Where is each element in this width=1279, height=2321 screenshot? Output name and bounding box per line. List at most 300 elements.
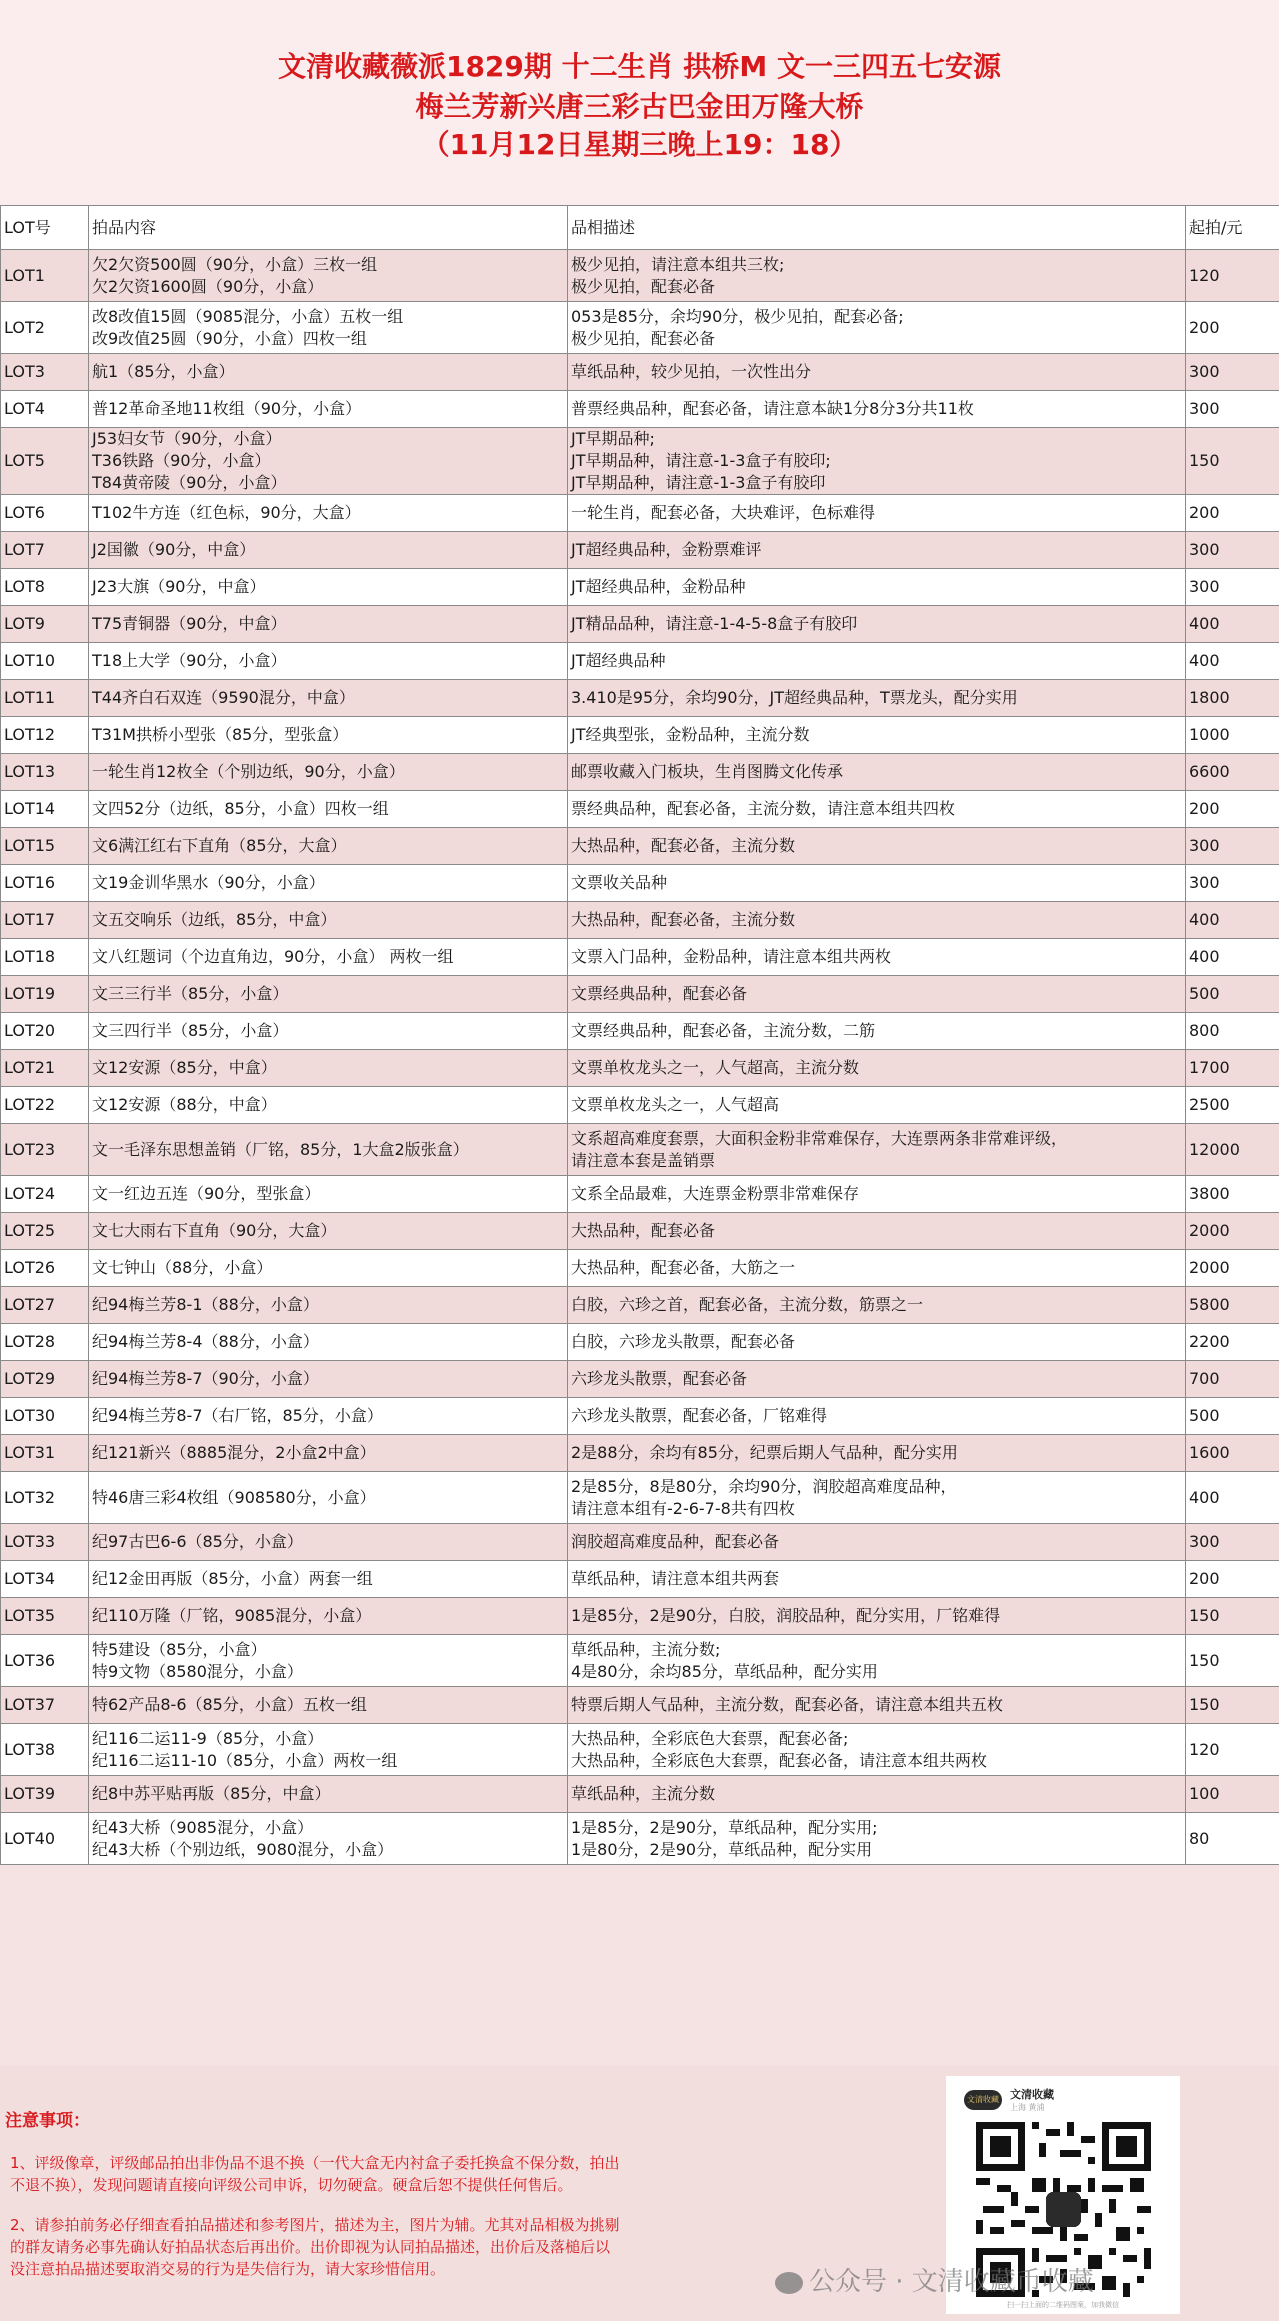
lot-content-line: 文12安源（85分，中盒）	[92, 1058, 277, 1077]
lot-description-line: JT超经典品种，金粉品种	[571, 577, 746, 596]
lot-description-line: 大热品种，配套必备	[571, 1221, 716, 1240]
lot-content-line: T18上大学（90分，小盒）	[92, 651, 287, 670]
lot-content-cell	[89, 606, 568, 643]
table-row	[1, 354, 1279, 391]
lot-description-line: 极少见拍，请注意本组共三枚;	[571, 254, 785, 274]
lot-description-cell	[568, 1435, 1186, 1472]
lot-content-line: J53妇女节（90分，小盒）	[92, 429, 282, 448]
lot-description-line: 大热品种，配套必备，主流分数	[571, 836, 796, 855]
lot-content-line: 特62产品8-6（85分，小盒）五枚一组	[92, 1695, 367, 1714]
lot-content-line: 纪116二运11-9（85分，小盒）	[92, 1728, 324, 1748]
note-item-1-line-1: 1、评级像章，评级邮品拍出非伪品不退不换（一代大盒无内衬盒子委托换盒不保分数，拍出	[10, 2154, 620, 2172]
table-row	[1, 1087, 1279, 1124]
lot-content-line: 纪110万隆（厂铭，9085混分，小盒）	[92, 1606, 372, 1625]
note-item-1-line-2: 不退不换），发现问题请直接向评级公司申诉，切勿硬盒。硬盒后恕不提供任何售后。	[10, 2176, 573, 2194]
lot-description-cell	[568, 791, 1186, 828]
lot-number-cell: LOT30	[1, 1398, 89, 1435]
table-row	[1, 754, 1279, 791]
table-row	[1, 391, 1279, 428]
lot-content-line: 纪94梅兰芳8-7（右厂铭，85分，小盒）	[92, 1406, 383, 1425]
lot-description-cell	[568, 1176, 1186, 1213]
lot-content-cell	[89, 1213, 568, 1250]
lot-description-line: 4是80分，余均85分，草纸品种，配分实用	[571, 1661, 878, 1681]
lot-description-cell	[568, 569, 1186, 606]
lot-number-cell: LOT12	[1, 717, 89, 754]
lot-description-line: 极少见拍，配套必备	[571, 276, 716, 296]
lot-content-cell	[89, 1287, 568, 1324]
lot-description-cell	[568, 1050, 1186, 1087]
lot-content-cell	[89, 828, 568, 865]
lot-number-cell: LOT4	[1, 391, 89, 428]
lot-number-cell: LOT34	[1, 1561, 89, 1598]
lot-content-cell	[89, 1598, 568, 1635]
lot-description-cell	[568, 1561, 1186, 1598]
lot-content-cell	[89, 1050, 568, 1087]
lot-description-cell	[568, 1013, 1186, 1050]
lot-description-line: 草纸品种，主流分数;	[571, 1639, 721, 1659]
lot-description-cell	[568, 717, 1186, 754]
wechat-icon	[775, 2272, 803, 2294]
column-header: 品相描述	[568, 206, 1186, 250]
table-row	[1, 1124, 1279, 1176]
lot-content-line: 文一红边五连（90分，型张盒）	[92, 1184, 321, 1203]
starting-price-cell: 200	[1186, 302, 1279, 354]
lot-number-cell: LOT9	[1, 606, 89, 643]
lot-content-cell	[89, 569, 568, 606]
lot-number-cell: LOT2	[1, 302, 89, 354]
lot-description-line: 文票单枚龙头之一，人气超高，主流分数	[571, 1058, 860, 1077]
lot-description-line: 普票经典品种，配套必备，请注意本缺1分8分3分共11枚	[571, 399, 974, 418]
starting-price-cell: 400	[1186, 1472, 1279, 1524]
lot-description-cell	[568, 939, 1186, 976]
starting-price-cell: 2200	[1186, 1324, 1279, 1361]
table-row	[1, 1013, 1279, 1050]
lot-number-cell: LOT35	[1, 1598, 89, 1635]
lot-description-line: 草纸品种，主流分数	[571, 1784, 716, 1803]
lot-description-line: 文票单枚龙头之一，人气超高	[571, 1095, 780, 1114]
table-row	[1, 1324, 1279, 1361]
note-item-2-line-1: 2、请参拍前务必仔细查看拍品描述和参考图片，描述为主，图片为辅。尤其对品相极为挑剔	[10, 2216, 620, 2234]
lot-description-cell	[568, 1687, 1186, 1724]
lot-table-body	[1, 206, 1279, 1865]
table-row	[1, 1776, 1279, 1813]
lot-content-cell	[89, 1398, 568, 1435]
lot-description-cell	[568, 1776, 1186, 1813]
lot-content-cell	[89, 865, 568, 902]
lot-description-line: 053是85分，余均90分，极少见拍，配套必备;	[571, 306, 904, 326]
lot-content-line: 纪116二运11-10（85分，小盒）两枚一组	[92, 1750, 398, 1770]
lot-content-line: 文五交响乐（边纸，85分，中盒）	[92, 910, 337, 929]
lot-number-cell: LOT28	[1, 1324, 89, 1361]
lot-description-cell	[568, 495, 1186, 532]
lot-number-cell: LOT23	[1, 1124, 89, 1176]
lot-content-cell	[89, 1813, 568, 1865]
lot-content-cell	[89, 250, 568, 302]
starting-price-cell: 80	[1186, 1813, 1279, 1865]
starting-price-cell: 300	[1186, 828, 1279, 865]
lot-content-cell	[89, 354, 568, 391]
table-row	[1, 1472, 1279, 1524]
title-line-1: 文清收藏薇派1829期 十二生肖 拱桥M 文一三四五七安源	[277, 50, 1002, 83]
lot-description-cell	[568, 302, 1186, 354]
lot-content-line: 纪12金田再版（85分，小盒）两套一组	[92, 1569, 373, 1588]
qr-logo: 文清收藏	[964, 2090, 1002, 2110]
lot-number-cell: LOT5	[1, 428, 89, 495]
lot-content-cell	[89, 791, 568, 828]
lot-content-line: 文三四行半（85分，小盒）	[92, 1021, 289, 1040]
lot-content-line: 纪43大桥（个别边纸，9080混分，小盒）	[92, 1839, 394, 1859]
lot-description-cell	[568, 1087, 1186, 1124]
lot-content-line: 纪94梅兰芳8-4（88分，小盒）	[92, 1332, 319, 1351]
table-row	[1, 1561, 1279, 1598]
lot-content-cell	[89, 1250, 568, 1287]
lot-description-cell	[568, 1398, 1186, 1435]
title-line-3: （11月12日星期三晚上19：18）	[421, 128, 858, 161]
starting-price-cell: 100	[1186, 1776, 1279, 1813]
lot-description-line: 六珍龙头散票，配套必备	[571, 1369, 748, 1388]
lot-content-line: 纪97古巴6-6（85分，小盒）	[92, 1532, 303, 1551]
lot-content-line: 普12革命圣地11枚组（90分，小盒）	[92, 399, 362, 418]
lot-content-line: 文6满江红右下直角（85分，大盒）	[92, 836, 347, 855]
starting-price-cell: 150	[1186, 1635, 1279, 1687]
lot-number-cell: LOT29	[1, 1361, 89, 1398]
lot-description-line: 大热品种，全彩底色大套票，配套必备，请注意本组共两枚	[571, 1750, 988, 1770]
lot-description-line: JT精品品种，请注意-1-4-5-8盒子有胶印	[571, 614, 858, 633]
lot-description-cell	[568, 1813, 1186, 1865]
lot-content-cell	[89, 754, 568, 791]
starting-price-cell: 400	[1186, 643, 1279, 680]
lot-content-cell	[89, 643, 568, 680]
starting-price-cell: 3800	[1186, 1176, 1279, 1213]
lot-content-line: 改9改值25圆（90分，小盒）四枚一组	[92, 328, 367, 348]
lot-content-line: J23大旗（90分，中盒）	[92, 577, 266, 596]
lot-content-cell	[89, 1124, 568, 1176]
starting-price-cell: 150	[1186, 428, 1279, 495]
note-item-2-line-3: 没注意拍品描述要取消交易的行为是失信行为，请大家珍惜信用。	[10, 2260, 446, 2278]
lot-content-line: 文三三行半（85分，小盒）	[92, 984, 289, 1003]
lot-description-cell	[568, 754, 1186, 791]
lot-description-line: JT早期品种，请注意-1-3盒子有胶印;	[571, 451, 831, 470]
table-row	[1, 1635, 1279, 1687]
lot-description-cell	[568, 1472, 1186, 1524]
column-header: LOT号	[1, 206, 89, 250]
lot-number-cell: LOT36	[1, 1635, 89, 1687]
lot-description-line: JT超经典品种，金粉票难评	[571, 540, 762, 559]
lot-content-cell	[89, 939, 568, 976]
lot-number-cell: LOT20	[1, 1013, 89, 1050]
starting-price-cell: 300	[1186, 569, 1279, 606]
lot-content-line: 文七大雨右下直角（90分，大盒）	[92, 1221, 337, 1240]
lot-description-line: 请注意本套是盖销票	[571, 1150, 716, 1170]
lot-number-cell: LOT37	[1, 1687, 89, 1724]
lot-description-line: 极少见拍，配套必备	[571, 328, 716, 348]
table-row	[1, 1435, 1279, 1472]
lot-number-cell: LOT18	[1, 939, 89, 976]
starting-price-cell: 1700	[1186, 1050, 1279, 1087]
table-row	[1, 680, 1279, 717]
lot-number-cell: LOT33	[1, 1524, 89, 1561]
table-row	[1, 865, 1279, 902]
lot-number-cell: LOT31	[1, 1435, 89, 1472]
starting-price-cell: 300	[1186, 391, 1279, 428]
starting-price-cell: 1600	[1186, 1435, 1279, 1472]
starting-price-cell: 200	[1186, 1561, 1279, 1598]
table-row	[1, 302, 1279, 354]
lot-description-line: 草纸品种，请注意本组共两套	[571, 1569, 780, 1588]
table-row	[1, 428, 1279, 495]
lot-number-cell: LOT6	[1, 495, 89, 532]
lot-description-line: 大热品种，配套必备，主流分数	[571, 910, 796, 929]
starting-price-cell: 500	[1186, 1398, 1279, 1435]
table-row	[1, 939, 1279, 976]
table-row	[1, 495, 1279, 532]
starting-price-cell: 200	[1186, 495, 1279, 532]
lot-description-line: JT经典型张，金粉品种，主流分数	[571, 725, 810, 744]
lot-content-line: 文12安源（88分，中盒）	[92, 1095, 277, 1114]
lot-description-line: JT早期品种，请注意-1-3盒子有胶印	[571, 473, 826, 492]
lot-number-cell: LOT40	[1, 1813, 89, 1865]
watermark-text: 公众号 · 文清收藏币收藏	[809, 2267, 1094, 2297]
lot-description-line: 特票后期人气品种，主流分数，配套必备，请注意本组共五枚	[571, 1695, 1004, 1714]
qr-caption: 扫一扫上面的二维码图案，加我微信	[1007, 2301, 1119, 2309]
lot-number-cell: LOT24	[1, 1176, 89, 1213]
lot-description-line: 文票入门品种，金粉品种，请注意本组共两枚	[571, 947, 892, 966]
starting-price-cell: 400	[1186, 939, 1279, 976]
lot-content-line: T84黄帝陵（90分，小盒）	[92, 473, 287, 492]
lot-description-cell	[568, 428, 1186, 495]
lot-content-cell	[89, 1561, 568, 1598]
table-row	[1, 1524, 1279, 1561]
lot-content-cell	[89, 391, 568, 428]
lot-content-line: 欠2欠资1600圆（90分，小盒）	[92, 276, 324, 296]
lot-number-cell: LOT7	[1, 532, 89, 569]
lot-table	[0, 205, 1279, 1865]
table-row	[1, 1176, 1279, 1213]
lot-content-cell	[89, 976, 568, 1013]
lot-description-cell	[568, 680, 1186, 717]
lot-content-line: 改8改值15圆（9085混分，小盒）五枚一组	[92, 306, 404, 326]
lot-content-line: T75青铜器（90分，中盒）	[92, 614, 287, 633]
lot-content-cell	[89, 1635, 568, 1687]
table-row	[1, 976, 1279, 1013]
lot-number-cell: LOT19	[1, 976, 89, 1013]
lot-description-line: 大热品种，全彩底色大套票，配套必备;	[571, 1728, 849, 1748]
lot-content-line: 纪43大桥（9085混分，小盒）	[92, 1817, 314, 1837]
lot-number-cell: LOT16	[1, 865, 89, 902]
lot-description-cell	[568, 976, 1186, 1013]
starting-price-cell: 300	[1186, 1524, 1279, 1561]
lot-description-cell	[568, 391, 1186, 428]
lot-description-line: 2是88分，余均有85分，纪票后期人气品种，配分实用	[571, 1443, 958, 1462]
lot-content-line: 一轮生肖12枚全（个别边纸，90分，小盒）	[92, 762, 405, 781]
lot-content-cell	[89, 1724, 568, 1776]
lot-description-cell	[568, 606, 1186, 643]
lot-content-line: 纪8中苏平贴再版（85分，中盒）	[92, 1784, 331, 1803]
table-row	[1, 717, 1279, 754]
column-header: 起拍/元	[1186, 206, 1279, 250]
lot-content-line: 欠2欠资500圆（90分，小盒）三枚一组	[92, 254, 378, 274]
table-row	[1, 902, 1279, 939]
lot-description-cell	[568, 643, 1186, 680]
table-row	[1, 1813, 1279, 1865]
lot-description-line: 大热品种，配套必备，大筋之一	[571, 1258, 796, 1277]
starting-price-cell: 2000	[1186, 1250, 1279, 1287]
lot-description-line: 请注意本组有-2-6-7-8共有四枚	[571, 1498, 795, 1518]
starting-price-cell: 120	[1186, 250, 1279, 302]
lot-description-cell	[568, 1635, 1186, 1687]
table-row	[1, 1287, 1279, 1324]
lot-number-cell: LOT14	[1, 791, 89, 828]
lot-description-line: 邮票收藏入门板块，生肖图腾文化传承	[571, 762, 844, 781]
table-row	[1, 250, 1279, 302]
lot-number-cell: LOT13	[1, 754, 89, 791]
watermark	[775, 2261, 1094, 2298]
lot-number-cell: LOT10	[1, 643, 89, 680]
qr-account-name: 文清收藏	[1010, 2088, 1054, 2101]
table-row	[1, 791, 1279, 828]
lot-number-cell: LOT26	[1, 1250, 89, 1287]
starting-price-cell: 1000	[1186, 717, 1279, 754]
lot-content-cell	[89, 495, 568, 532]
lot-description-cell	[568, 1598, 1186, 1635]
starting-price-cell: 300	[1186, 354, 1279, 391]
qr-location: 上海 黄浦	[1010, 2103, 1045, 2112]
lot-content-line: 特9文物（8580混分，小盒）	[92, 1661, 303, 1681]
lot-description-line: JT超经典品种	[571, 651, 666, 670]
lot-content-line: T102牛方连（红色标，90分，大盒）	[92, 503, 361, 522]
lot-description-line: 票经典品种，配套必备，主流分数，请注意本组共四枚	[571, 799, 956, 818]
lot-description-cell	[568, 532, 1186, 569]
table-row	[1, 1598, 1279, 1635]
lot-content-cell	[89, 1013, 568, 1050]
lot-description-cell	[568, 1524, 1186, 1561]
lot-description-line: 白胶，六珍龙头散票，配套必备	[571, 1332, 796, 1351]
table-row	[1, 532, 1279, 569]
lot-description-line: 3.410是95分，余均90分，JT超经典品种，T票龙头，配分实用	[571, 688, 1018, 707]
lot-number-cell: LOT39	[1, 1776, 89, 1813]
lot-content-cell	[89, 1524, 568, 1561]
lot-content-line: T31M拱桥小型张（85分，型张盒）	[92, 725, 349, 744]
lot-number-cell: LOT17	[1, 902, 89, 939]
table-row	[1, 1687, 1279, 1724]
lot-content-cell	[89, 1472, 568, 1524]
lot-description-cell	[568, 354, 1186, 391]
lot-content-cell	[89, 717, 568, 754]
title-line-2: 梅兰芳新兴唐三彩古巴金田万隆大桥	[415, 90, 864, 123]
lot-number-cell: LOT11	[1, 680, 89, 717]
lot-content-cell	[89, 428, 568, 495]
lot-content-line: J2国徽（90分，中盒）	[92, 540, 256, 559]
lot-description-line: 白胶，六珍之首，配套必备，主流分数，筋票之一	[571, 1295, 924, 1314]
lot-content-line: 文八红题词（个边直角边，90分，小盒） 两枚一组	[92, 947, 454, 966]
starting-price-cell: 150	[1186, 1687, 1279, 1724]
lot-description-line: JT早期品种;	[571, 429, 655, 448]
lot-number-cell: LOT21	[1, 1050, 89, 1087]
lot-description-line: 1是85分，2是90分，草纸品种，配分实用;	[571, 1817, 878, 1837]
lot-number-cell: LOT3	[1, 354, 89, 391]
lot-description-cell	[568, 1213, 1186, 1250]
starting-price-cell: 1800	[1186, 680, 1279, 717]
lot-content-line: 文四52分（边纸，85分，小盒）四枚一组	[92, 799, 389, 818]
table-row	[1, 1724, 1279, 1776]
lot-description-line: 1是80分，2是90分，草纸品种，配分实用	[571, 1839, 873, 1859]
table-row	[1, 1398, 1279, 1435]
lot-content-line: T44齐白石双连（9590混分，中盒）	[92, 688, 355, 707]
lot-description-line: 文票收关品种	[571, 873, 668, 892]
starting-price-cell: 300	[1186, 532, 1279, 569]
notes-section	[0, 2066, 1279, 2321]
lot-description-cell	[568, 828, 1186, 865]
lot-number-cell: LOT22	[1, 1087, 89, 1124]
table-row	[1, 606, 1279, 643]
lot-content-line: 特46唐三彩4枚组（908580分，小盒）	[92, 1487, 376, 1507]
starting-price-cell: 200	[1186, 791, 1279, 828]
lot-number-cell: LOT8	[1, 569, 89, 606]
starting-price-cell: 800	[1186, 1013, 1279, 1050]
starting-price-cell: 2500	[1186, 1087, 1279, 1124]
table-row	[1, 1050, 1279, 1087]
starting-price-cell: 150	[1186, 1598, 1279, 1635]
lot-content-cell	[89, 1087, 568, 1124]
lot-content-line: 特5建设（85分，小盒）	[92, 1639, 267, 1659]
lot-description-line: 草纸品种，较少见拍，一次性出分	[571, 362, 812, 381]
lot-content-cell	[89, 302, 568, 354]
lot-description-cell	[568, 1250, 1186, 1287]
starting-price-cell: 700	[1186, 1361, 1279, 1398]
starting-price-cell: 400	[1186, 902, 1279, 939]
starting-price-cell: 300	[1186, 865, 1279, 902]
lot-description-line: 润胶超高难度品种，配套必备	[571, 1532, 780, 1551]
lot-description-cell	[568, 250, 1186, 302]
lot-number-cell: LOT15	[1, 828, 89, 865]
lot-description-line: 2是85分，8是80分，余均90分，润胶超高难度品种，	[571, 1476, 957, 1496]
lot-number-cell: LOT32	[1, 1472, 89, 1524]
starting-price-cell: 400	[1186, 606, 1279, 643]
lot-description-cell	[568, 1324, 1186, 1361]
lot-content-line: 航1（85分，小盒）	[92, 362, 235, 381]
lot-description-cell	[568, 1287, 1186, 1324]
page-header	[0, 0, 1279, 205]
lot-content-cell	[89, 532, 568, 569]
lot-content-line: 纪94梅兰芳8-1（88分，小盒）	[92, 1295, 319, 1314]
starting-price-cell: 500	[1186, 976, 1279, 1013]
lot-description-cell	[568, 1724, 1186, 1776]
lot-number-cell: LOT1	[1, 250, 89, 302]
lot-content-line: 文19金训华黑水（90分，小盒）	[92, 873, 325, 892]
lot-content-line: 纪94梅兰芳8-7（90分，小盒）	[92, 1369, 319, 1388]
table-row	[1, 1361, 1279, 1398]
lot-content-line: 文一毛泽东思想盖销（厂铭，85分，1大盒2版张盒）	[92, 1139, 469, 1159]
lot-content-cell	[89, 680, 568, 717]
lot-description-line: 文系超高难度套票，大面积金粉非常难保存，大连票两条非常难评级，	[571, 1128, 1068, 1148]
table-row	[1, 828, 1279, 865]
lot-content-cell	[89, 902, 568, 939]
lot-description-line: 1是85分，2是90分，白胶，润胶品种，配分实用，厂铭难得	[571, 1606, 1001, 1625]
starting-price-cell: 2000	[1186, 1213, 1279, 1250]
table-header-row	[1, 206, 1279, 250]
table-row	[1, 1250, 1279, 1287]
lot-content-cell	[89, 1324, 568, 1361]
lot-content-line: 文七钟山（88分，小盒）	[92, 1258, 273, 1277]
notes-title: 注意事项：	[5, 2111, 90, 2131]
lot-content-cell	[89, 1435, 568, 1472]
lot-description-line: 文票经典品种，配套必备	[571, 984, 748, 1003]
lot-description-cell	[568, 865, 1186, 902]
lot-description-line: 六珍龙头散票，配套必备，厂铭难得	[571, 1406, 828, 1425]
lot-content-cell	[89, 1776, 568, 1813]
lot-description-line: 文票经典品种，配套必备，主流分数，二筋	[571, 1021, 876, 1040]
starting-price-cell: 6600	[1186, 754, 1279, 791]
